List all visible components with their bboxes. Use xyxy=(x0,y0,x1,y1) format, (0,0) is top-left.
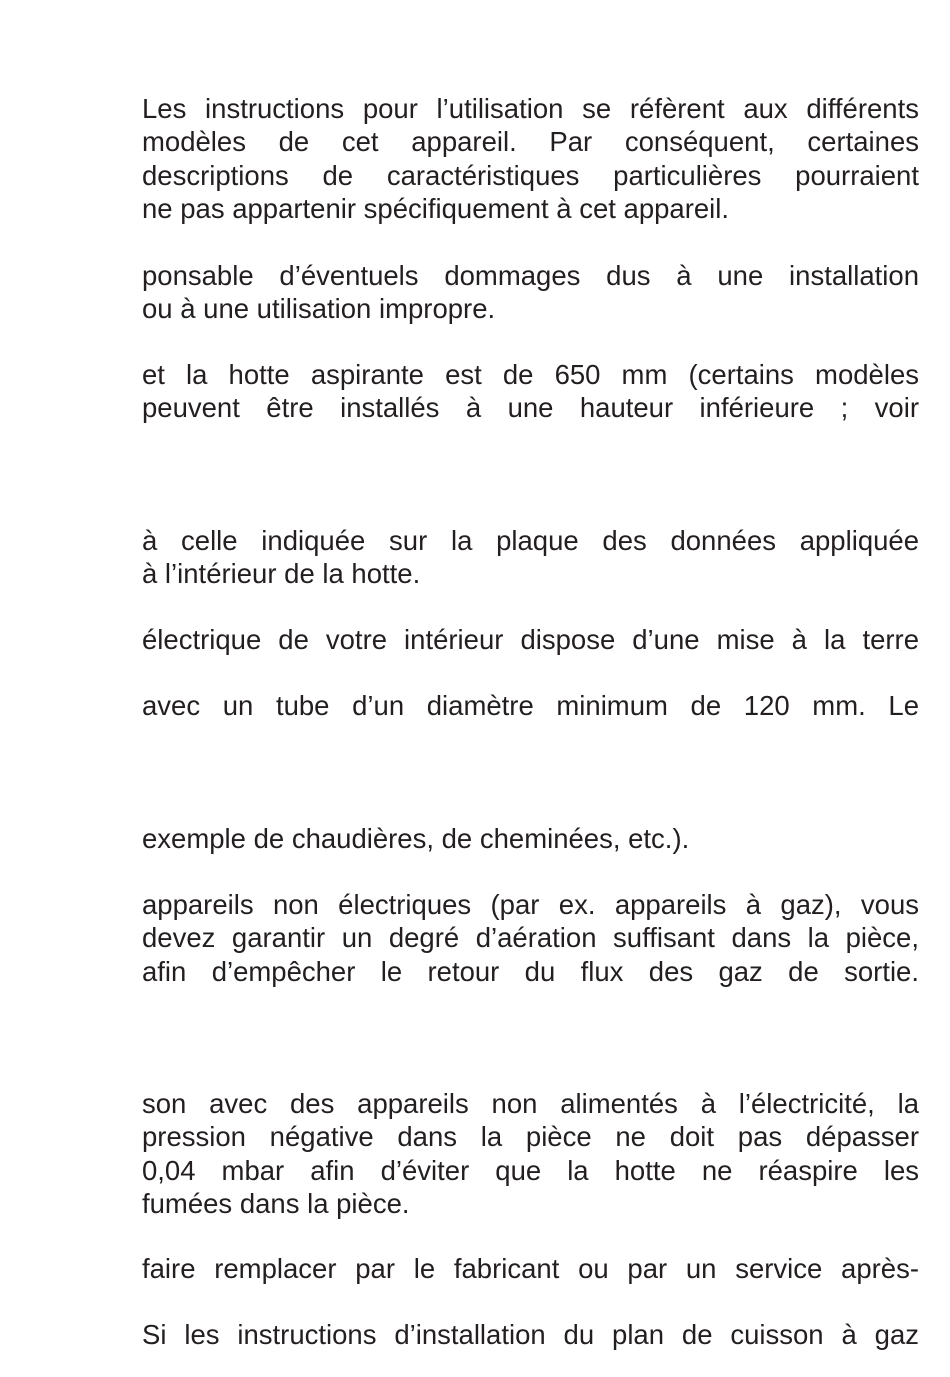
paragraph-negative-pressure xyxy=(142,1087,919,1220)
text-line: appareils non électriques (par ex. appareils à gaz), vous xyxy=(142,889,919,920)
text-line: fumées dans la pièce. xyxy=(142,1187,410,1219)
text-line: peuvent être installés à une hauteur inférieure ; voir xyxy=(142,392,919,424)
text-line: faire remplacer par le fabricant ou par un service après- xyxy=(142,1253,919,1284)
paragraph-voltage xyxy=(142,524,919,591)
paragraph-earthing xyxy=(142,623,919,656)
paragraph-duct-diameter xyxy=(142,689,919,722)
text-line: modèles de cet appareil. Par conséquent, certaines xyxy=(142,126,919,158)
text-line: ne pas appartenir spécifiquement à cet appareil. xyxy=(142,192,730,224)
paragraph-installation-height xyxy=(142,358,919,425)
text-line: devez garantir un degré d’aération suffisant dans la pièce, xyxy=(142,922,919,954)
paragraph-flue-examples xyxy=(142,822,919,855)
text-line: ponsable d’éventuels dommages dus à une installation xyxy=(142,260,919,291)
text-line: exemple de chaudières, de cheminées, etc.). xyxy=(142,823,690,854)
paragraph-ventilation xyxy=(142,888,919,988)
text-line: son avec des appareils non alimentés à l’électricité, la xyxy=(142,1088,919,1119)
text-line: Les instructions pour l’utilisation se réfèrent aux différents xyxy=(142,93,919,124)
paragraph-cable-replacement xyxy=(142,1252,919,1285)
paragraph-liability xyxy=(142,259,919,326)
text-line: à l’intérieur de la hotte. xyxy=(142,558,421,590)
text-line: Si les instructions d’installation du plan de cuisson à gaz xyxy=(142,1319,919,1350)
text-line: afin d’empêcher le retour du flux des gaz de sortie. xyxy=(142,955,919,987)
text-line: descriptions de caractéristiques particulières pourraient xyxy=(142,159,919,191)
text-line: 0,04 mbar afin d’éviter que la hotte ne réaspire les xyxy=(142,1154,919,1186)
text-line: pression négative dans la pièce ne doit pas dépasser xyxy=(142,1121,919,1153)
text-line: et la hotte aspirante est de 650 mm (certains modèles xyxy=(142,359,919,390)
text-line: électrique de votre intérieur dispose d’une mise à la terre xyxy=(142,624,919,655)
paragraph-model-instructions xyxy=(142,92,919,225)
text-line: à celle indiquée sur la plaque des données appliquée xyxy=(142,525,919,556)
text-line: ou à une utilisation impropre. xyxy=(142,293,496,325)
paragraph-gas-hob xyxy=(142,1318,919,1351)
text-line: avec un tube d’un diamètre minimum de 120 mm. Le xyxy=(142,690,919,721)
